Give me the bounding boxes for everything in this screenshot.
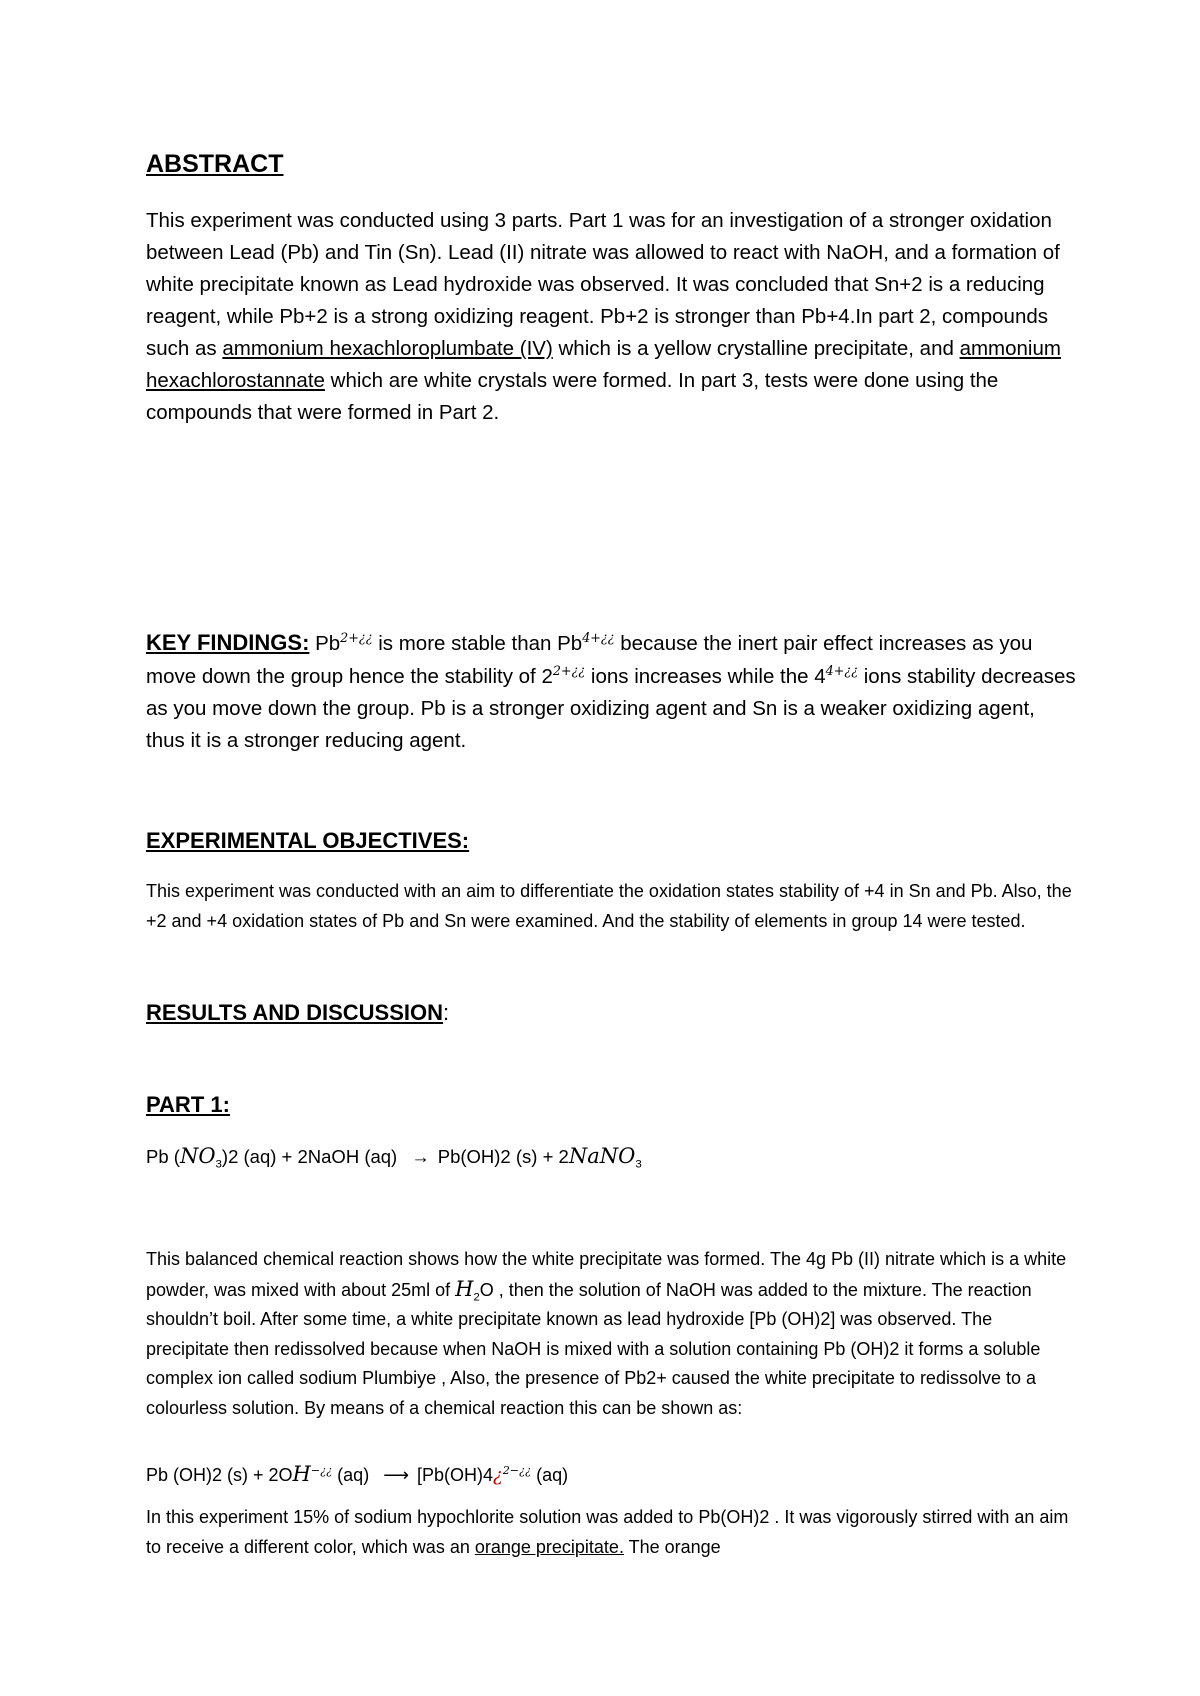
orange-precipitate-link[interactable]: orange precipitate. (474, 1536, 624, 1557)
key-findings-paragraph: KEY FINDINGS: $Pb^{2+¿¿}$ is more stable than $Pb^{4+¿¿}$ because the inert pair effect increases as you move down the group hence the stability of $2^{2+¿¿}$ ions increases while the $4^{4+¿¿}$ ions stability decreases as you move down the group. Pb is a stronger oxidizing agent and Sn is a weaker oxidizing agent, thus it is a stronger reducing agent. (146, 630, 1076, 752)
abstract-heading: ABSTRACT (146, 150, 284, 178)
ion-charge-4: 4+¿¿ (825, 663, 859, 679)
part1-heading: PART 1: (146, 1092, 230, 1117)
part1-paragraph-1: This balanced chemical reaction shows how the white precipitate was formed. The 4g Pb (II) nitrate which is a white powder, was mixed with about 25ml of $H_2O$ , then the solution of NaOH was added to the mixture. The reaction shouldn’t boil. After some time, a white precipitate known as lead hydroxide [Pb (OH)2] was observed. The precipitate then redissolved because when NaOH is mixed with a solution containing Pb (OH)2 it forms a soluble complex ion called sodium Plumbiye , Also, the presence of Pb2+ caused the white precipitate to redissolve to a colourless solution. By means of a chemical reaction this can be shown as: (146, 1249, 1067, 1418)
key-findings-heading: KEY FINDINGS: (146, 630, 310, 655)
long-reaction-arrow-icon: ⟶ (383, 1465, 409, 1485)
objectives-paragraph: This experiment was conducted with an aim to differentiate the oxidation states stability of +4 in Sn and Pb. Also, the +2 and +4 oxidation states of Pb and Sn were examined. And the stability of elements in group 14 were tested. (146, 881, 1072, 931)
equation-2: Pb (OH)2 (s) + 2OH−¿¿ (aq) ⟶ [Pb(OH)4¿$^{2-¿¿}$ (aq) (146, 1460, 1076, 1491)
objectives-heading: EXPERIMENTAL OBJECTIVES: (146, 828, 470, 853)
reaction-arrow-icon: → (411, 1146, 430, 1167)
ammonium-hexachlorostannate-link[interactable]: ammonium hexachlorostannate (146, 337, 1061, 392)
results-heading: RESULTS AND DISCUSSION: (146, 1000, 450, 1025)
part1-paragraph-2: In this experiment 15% of sodium hypochlorite solution was added to Pb(OH)2 . It was vigorously stirred with an aim to receive a different color, which was an orange precipitate. The orange (146, 1507, 1069, 1557)
abstract-paragraph: This experiment was conducted using 3 parts. Part 1 was for an investigation of a stronger oxidation between Lead (Pb) and Tin (Sn). Lead (II) nitrate was allowed to react with NaOH, and a formation of white precipitate known as Lead hydroxide was observed. It was concluded that Sn+2 is a reducing reagent, while Pb+2 is a strong oxidizing reagent. Pb+2 is stronger than Pb+4.In part 2, compounds such as ammonium hexachloroplumbate (IV) which is a yellow crystalline precipitate, and ammonium hexachlorostannate which are white crystals were formed. In part 3, tests were done using the compounds that were formed in Part 2. (146, 209, 1061, 424)
ammonium-hexachloroplumbate-link[interactable]: ammonium hexachloroplumbate (IV) (222, 337, 553, 360)
pb-charge-2: 2+¿¿ (340, 630, 373, 646)
pb-charge-4: 4+¿¿ (582, 630, 615, 646)
equation-1: Pb $(NO_3)2$ (aq) + 2NaOH (aq) → Pb(OH)2 (s) + 2NaNO$_3$ (146, 1144, 642, 1171)
ion-charge-2: 2+¿¿ (552, 663, 586, 679)
